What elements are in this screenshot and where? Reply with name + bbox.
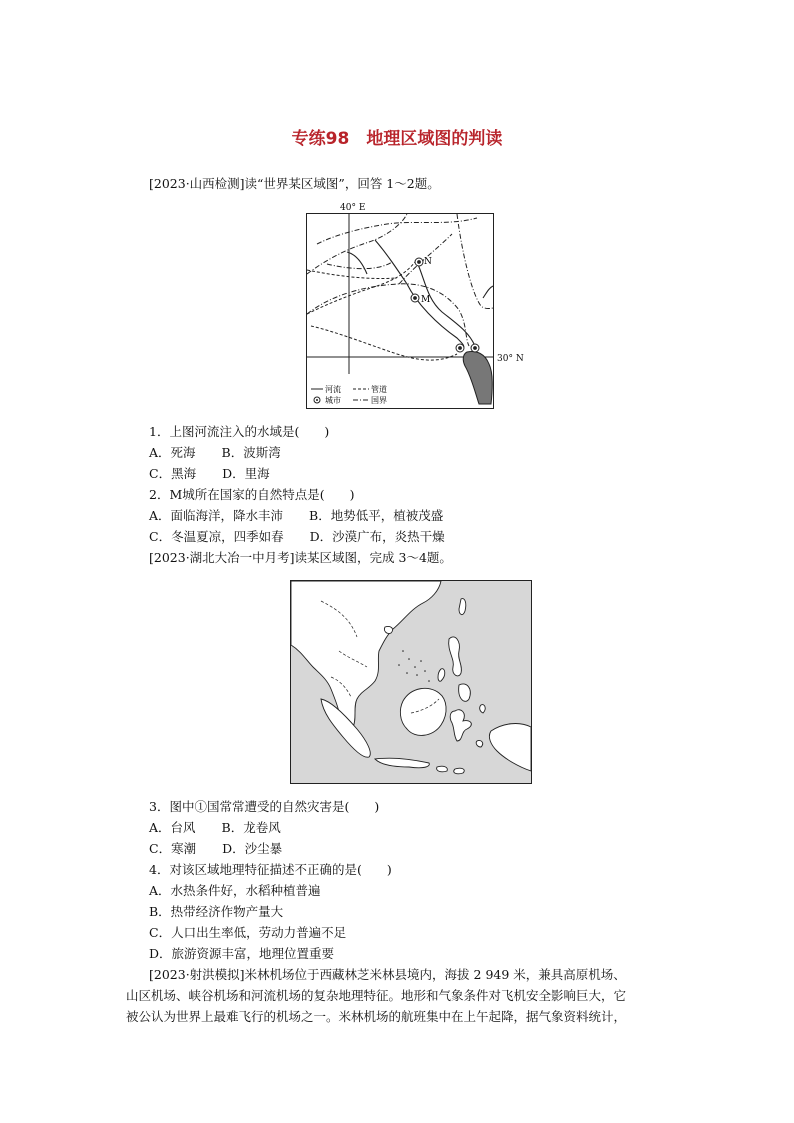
legend-pipeline: 管道 xyxy=(371,385,387,394)
q1-option-c: C．黑海 xyxy=(149,466,197,481)
legend-river: 河流 xyxy=(325,385,341,394)
section2-intro: [2023·湖北大冶一中月考]读某区域图，完成 3～4题。 xyxy=(149,550,452,565)
q3-stem: 3．图中①国常常遭受的自然灾害是( ) xyxy=(149,799,380,814)
q2-option-c: C．冬温夏凉，四季如春 xyxy=(149,529,284,544)
legend-city: 城市 xyxy=(325,396,341,405)
q4-option-b: B．热带经济作物产量大 xyxy=(149,904,284,919)
q2-option-a: A．面临海洋，降水丰沛 xyxy=(149,508,284,523)
q3-option-b: B．龙卷风 xyxy=(221,820,281,835)
q1-options-cd xyxy=(149,466,270,482)
q4-option-d: D．旅游资源丰富，地理位置重要 xyxy=(149,946,335,961)
q1-option-d: D．里海 xyxy=(222,466,270,481)
southeast-asia-map xyxy=(290,580,532,784)
section3-line-3: 被公认为世界上最难飞行的机场之一。米林机场的航班集中在上午起降，据气象资料统计， xyxy=(126,1009,627,1024)
section1-intro: [2023·山西检测]读“世界某区域图”，回答 1～2题。 xyxy=(149,176,440,191)
page-title: 专练98 地理区域图的判读 xyxy=(291,129,503,149)
map-legend xyxy=(311,384,387,405)
q3-options-ab xyxy=(149,820,281,836)
region-map-middle-east xyxy=(306,213,494,409)
legend-border: 国界 xyxy=(371,396,387,405)
section3-line-2: 山区机场、峡谷机场和河流机场的复杂地理特征。地形和气象条件对飞机安全影响巨大，它 xyxy=(126,988,627,1003)
q3-options-cd xyxy=(149,841,282,857)
q3-option-c: C．寒潮 xyxy=(149,841,197,856)
city-m-label: M xyxy=(421,295,431,305)
q1-stem: 1．上图河流注入的水域是( ) xyxy=(149,424,330,439)
lon-label: 40° E xyxy=(340,203,366,213)
q4-option-a: A．水热条件好，水稻种植普遍 xyxy=(149,883,321,898)
southeast-asia-map-svg xyxy=(291,581,531,783)
section3-line-1: [2023·射洪模拟]米林机场位于西藏林芝米林县境内，海拔 2 949 米，兼具高原机场、 xyxy=(149,967,626,982)
city-n-label: N xyxy=(424,257,432,267)
q1-option-b: B．波斯湾 xyxy=(221,445,281,460)
q4-stem: 4．对该区域地理特征描述不正确的是( ) xyxy=(149,862,392,877)
q2-option-b: B．地势低平，植被茂盛 xyxy=(309,508,444,523)
region-map-svg xyxy=(307,214,493,408)
q2-options-ab xyxy=(149,508,443,524)
q3-option-a: A．台风 xyxy=(149,820,196,835)
q1-option-a: A．死海 xyxy=(149,445,196,460)
q2-stem: 2．M城所在国家的自然特点是( ) xyxy=(149,487,355,502)
q1-options-ab xyxy=(149,445,281,461)
q2-option-d: D．沙漠广布，炎热干燥 xyxy=(309,529,445,544)
q2-options-cd xyxy=(149,529,445,545)
lat-label: 30° N xyxy=(497,354,524,364)
q3-option-d: D．沙尘暴 xyxy=(222,841,283,856)
q4-option-c: C．人口出生率低，劳动力普遍不足 xyxy=(149,925,347,940)
